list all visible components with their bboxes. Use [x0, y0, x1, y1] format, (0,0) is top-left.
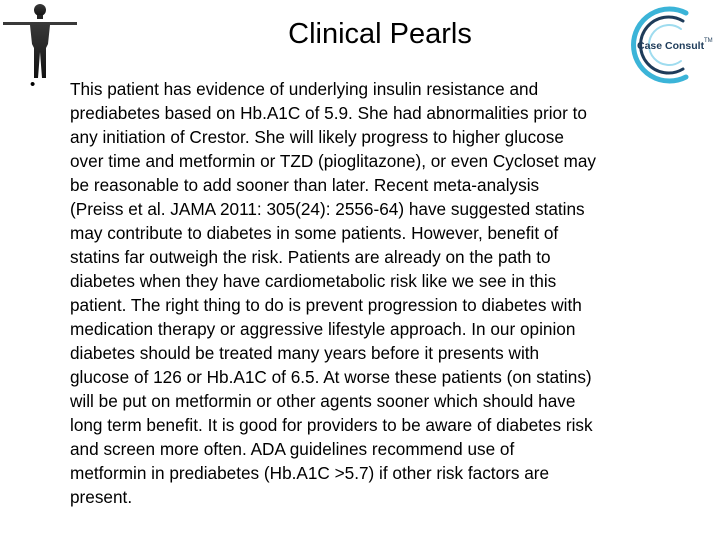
brand-trademark: TM [704, 38, 713, 44]
slide-title: Clinical Pearls [288, 18, 472, 50]
brand-name: Case Consult [637, 40, 705, 52]
bullet-icon: • [30, 76, 36, 93]
bullet-text: This patient has evidence of underlying insulin resistance and prediabetes based on Hb.A1C of 5.9. She had abnormalities prior to any initiation of Crestor. She will likely progress to higher glucose over time and metformin or TZD (pioglitazone), or even Cycloset may be reasonable to add sooner than later. Recent meta-analysis (Preiss et al. JAMA 2011: 305(24): 2556-64) have suggested statins may contribute to diabetes in some patients. However, benefit of statins far outweigh the risk. Patients are already on the path to diabetes when they have cardiometabolic risk like we see in this patient. The right thing to do is prevent progression to diabetes with medication therapy or aggressive lifestyle approach. In our opinion diabetes should be treated many years before it presents with glucose of 126 or Hb.A1C of 6.5. At worse these patients (on statins) will be put on metformin or other agents sooner which should have long term benefit. It is good for providers to be aware of diabetes risk and screen more often. ADA guidelines recommend use of metformin in prediabetes (Hb.A1C >5.7) if other risk factors are present. [70, 79, 597, 507]
human-figure-logo [0, 0, 80, 80]
